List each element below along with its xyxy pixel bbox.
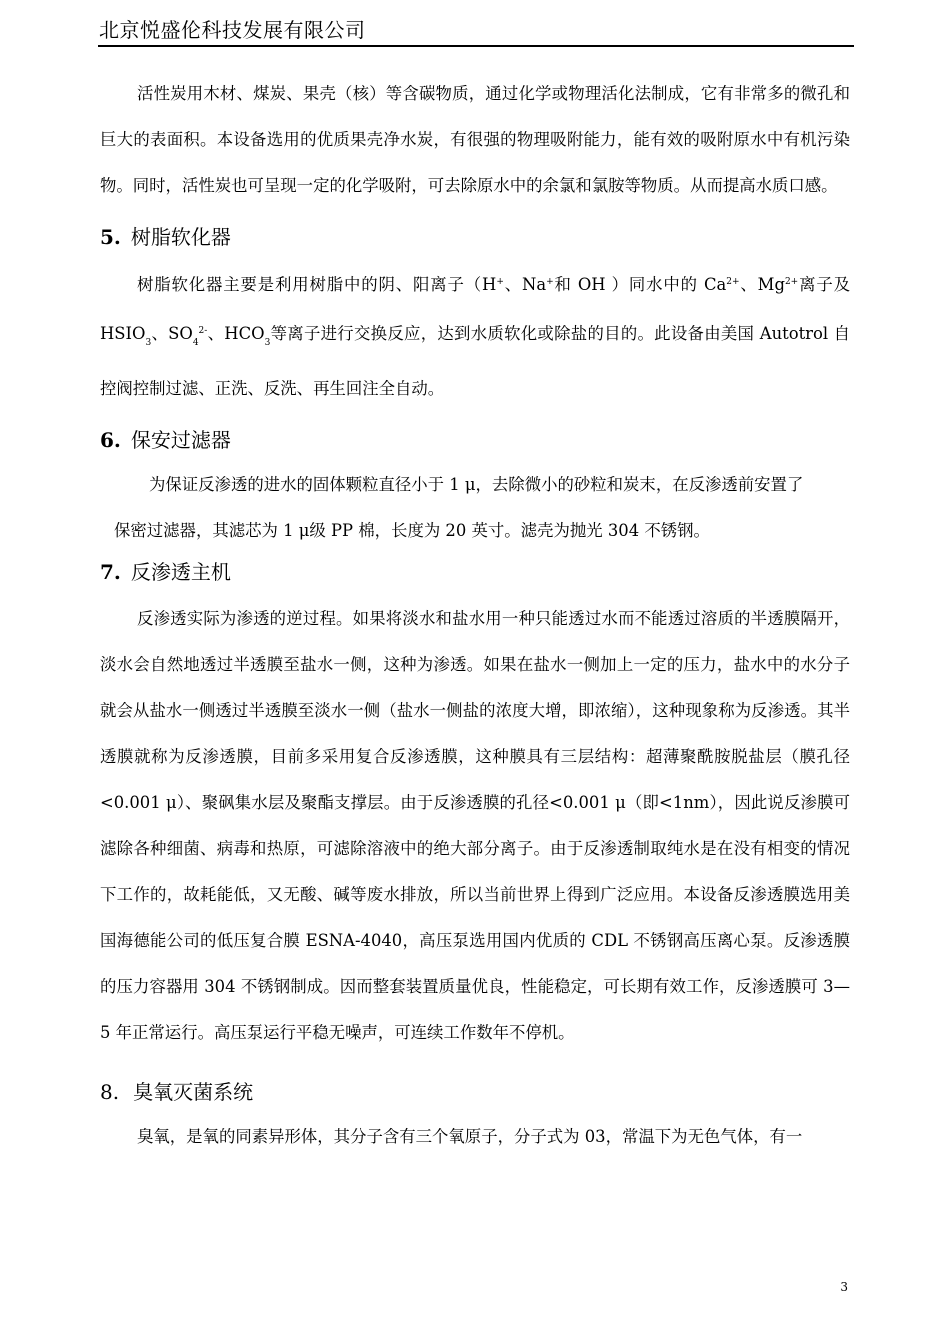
resin-text-6: 、SO (151, 324, 193, 343)
so-subscript: 4 (192, 338, 199, 348)
resin-text-3: 和 OH ）同水中的 Ca (553, 275, 727, 294)
mg-charge: 2+ (784, 277, 799, 287)
ca-charge: 2+ (726, 277, 740, 287)
section-6-heading (100, 418, 850, 462)
section-8-number: 8. (100, 1080, 120, 1104)
page-number: 3 (840, 1280, 848, 1294)
h-charge: + (496, 277, 504, 287)
section-6-number: 6. (100, 428, 121, 452)
section-5-number: 5. (100, 225, 121, 249)
document-body (100, 70, 850, 1160)
section-8-title: 臭氧灭菌系统 (133, 1080, 254, 1104)
section-8-heading (100, 1070, 850, 1114)
section-5-title: 树脂软化器 (130, 225, 231, 249)
na-charge: + (546, 277, 554, 287)
section-7-heading (100, 550, 850, 594)
resin-text-5: 离子及 HSIO (100, 275, 850, 343)
carbon-paragraph: 活性炭用木材、煤炭、果壳（核）等含碳物质，通过化学或物理活化法制成，它有非常多的微孔和巨大的表面积。本设备选用的优质果壳净水炭，有很强的物理吸附能力，能有效的吸附原水中有机污染物。同时，活性炭也可呈现一定的化学吸附，可去除原水中的余氯和氯胺等物质。从而提高水质口感。 (100, 84, 850, 195)
section-7-number: 7. (100, 560, 121, 584)
ozone-paragraph: 臭氧，是氧的同素异形体，其分子含有三个氧原子，分子式为 03，常温下为无色气体，有一 (137, 1127, 803, 1146)
so-charge: 2- (198, 326, 208, 336)
page-header (98, 8, 854, 47)
ro-paragraph: 反渗透实际为渗透的逆过程。如果将淡水和盐水用一种只能透过水而不能透过溶质的半透膜隔开，淡水会自然地透过半透膜至盐水一侧，这种为渗透。如果在盐水一侧加上一定的压力，盐水中的水分子就会从盐水一侧透过半透膜至淡水一侧（盐水一侧盐的浓度大增，即浓缩），这种现象称为反渗透。其半透膜就称为反渗透膜，目前多采用复合反渗透膜，这种膜具有三层结构：超薄聚酰胺脱盐层（膜孔径<0.001 μ）、聚砜集水层及聚酯支撑层。由于反渗透膜的孔径<0.001 μ（即<1nm），因此说反渗膜可滤除各种细菌、病毒和热原，可滤除溶液中的绝大部分离子。由于反渗透制取纯水是在没有相变的情况下工作的，故耗能低，又无酸、碱等废水排放，所以当前世界上得到广泛应用。本设备反渗透膜选用美国海德能公司的低压复合膜 ESNA-4040，高压泵选用国内优质的 CDL 不锈钢高压离心泵。反渗透膜的压力容器用 304 不锈钢制成。因而整套装置质量优良，性能稳定，可长期有效工作，反渗透膜可 3—5 年正常运行。高压泵运行平稳无噪声，可连续工作数年不停机。 (100, 609, 850, 1042)
section-7-title: 反渗透主机 (130, 560, 231, 584)
section-6-title: 保安过滤器 (130, 428, 231, 452)
resin-paragraph (100, 259, 850, 412)
hco-subscript: 3 (264, 338, 271, 348)
company-name: 北京悦盛伦科技发展有限公司 (99, 18, 366, 42)
filter-paragraph-line-1: 为保证反渗透的进水的固体颗粒直径小于 1 μ，去除微小的砂粒和炭末，在反渗透前安置了 (149, 475, 804, 494)
resin-text-2: 、Na (503, 275, 547, 294)
resin-text-7: 、HCO (207, 324, 265, 343)
filter-paragraph-line-2: 保密过滤器，其滤芯为 1 μ级 PP 棉，长度为 20 英寸。滤壳为抛光 304 不锈钢。 (114, 521, 710, 540)
resin-text-4: 、Mg (739, 275, 785, 294)
resin-text-1: 树脂软化器主要是利用树脂中的阴、阳离子（H (137, 275, 497, 294)
section-5-heading (100, 215, 850, 259)
hsio-subscript: 3 (145, 338, 152, 348)
resin-text-8: 等离子进行交换反应，达到水质软化或除盐的目的。此设备由美国 Autotrol 自控阀控制过滤、正洗、反洗、再生回注全自动。 (100, 324, 850, 398)
